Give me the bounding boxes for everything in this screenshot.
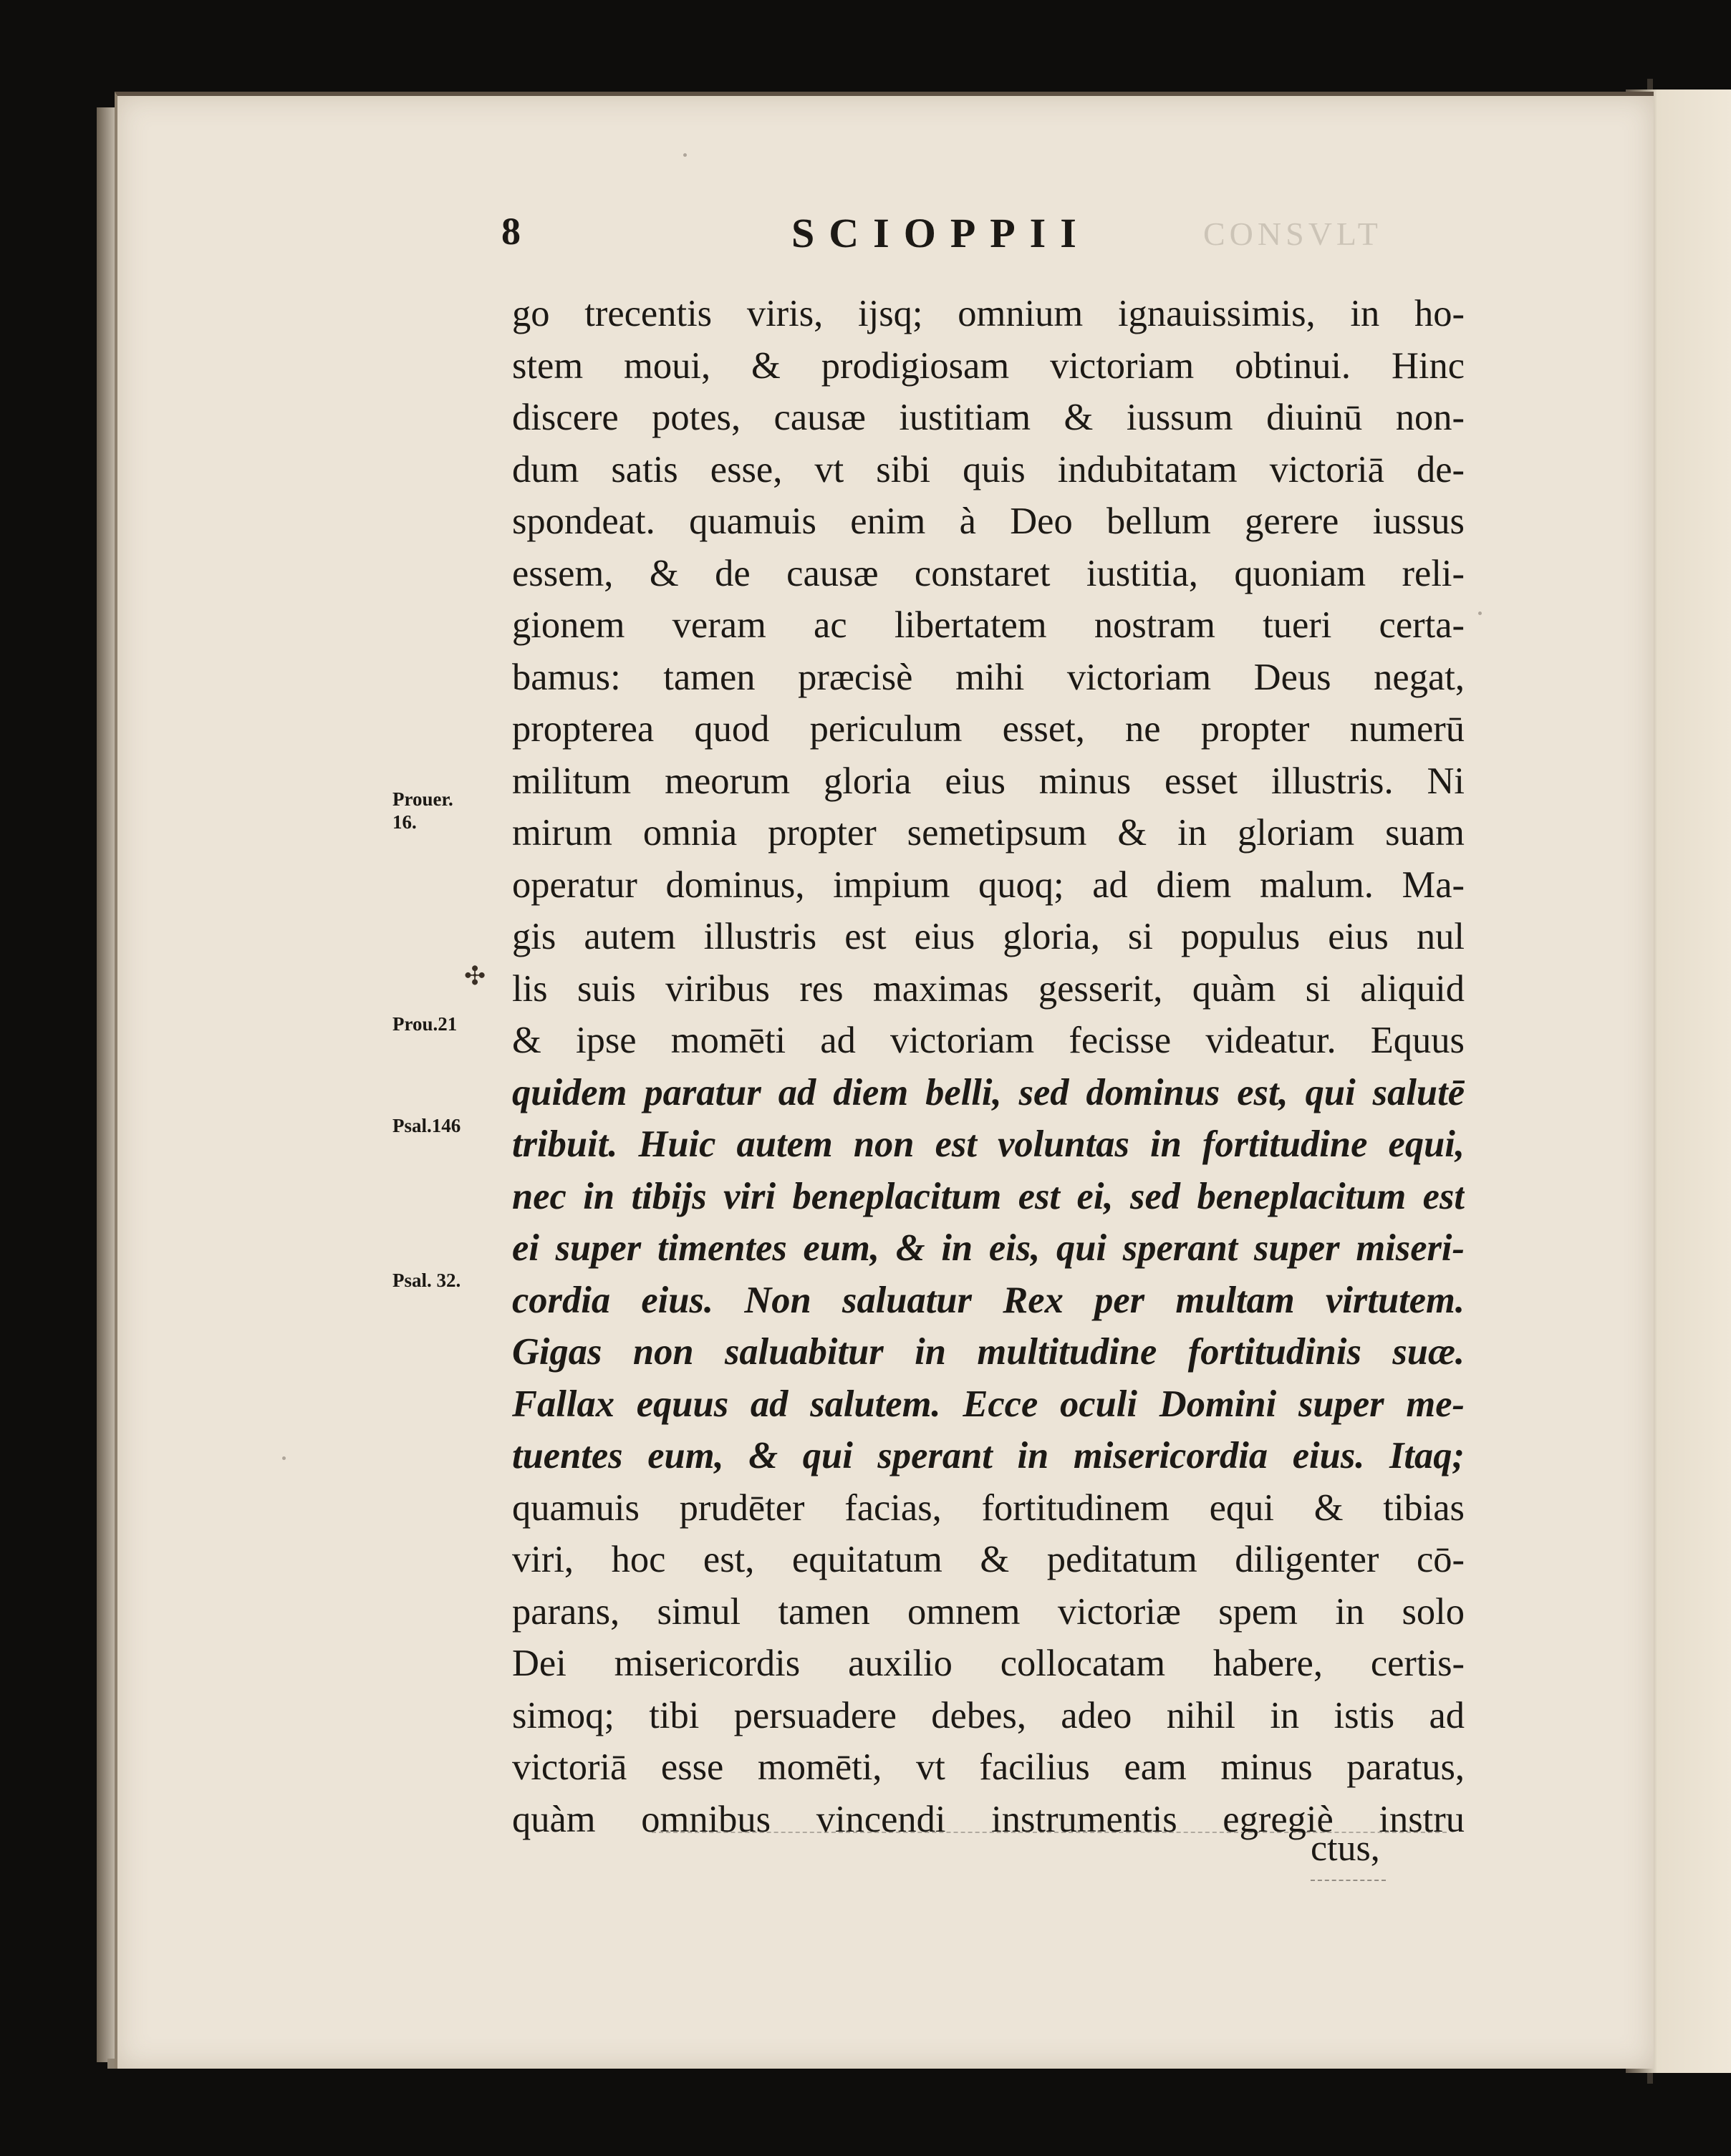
text-line: spondeat. quamuis enim à Deo bellum gerere iussus (512, 501, 1465, 542)
text-line: lis suis viribus res maximas gesserit, quàm si aliquid (512, 967, 1465, 1010)
text-line: operatur dominus, impium quoq; ad diem malum. Ma- (512, 864, 1465, 906)
text-line: propterea quod periculum esset, ne propter numerū (512, 708, 1465, 750)
text-line: stem moui, & prodigiosam victoriam obtinui. Hinc (512, 344, 1465, 387)
text-line: parans, simul tamen omnem victoriæ spem in solo (512, 1590, 1465, 1633)
text-line-italic: cordia eius. Non saluatur Rex per multam virtutem. (512, 1279, 1465, 1321)
text-line: victoriā esse momēti, vt facilius eam minus paratus, (512, 1746, 1465, 1788)
text-line-italic: Gigas non saluabitur in multitudine fortitudinis suæ. (512, 1331, 1465, 1373)
text-line: quàm omnibus vincendi instrumentis egregiè instru (512, 1798, 1465, 1840)
text-line-italic: ei super timentes eum, & in eis, qui sperant super miseri- (512, 1227, 1465, 1269)
catchword: ctus, (1311, 1828, 1380, 1869)
text-line: essem, & de causæ constaret iustitia, quoniam reli- (512, 552, 1465, 594)
text-line-italic: Fallax equus ad salutem. Ecce oculi Domini super me- (512, 1383, 1465, 1425)
text-line: go trecentis viris, ijsq; omnium ignauissimis, in ho- (512, 293, 1465, 334)
catchword-rule (1311, 1880, 1386, 1881)
fleuron-ornament: ✣ (464, 962, 486, 990)
text-line: & ipse momēti ad victoriam fecisse videatur. Equus (512, 1020, 1465, 1061)
body-text (512, 288, 1465, 1845)
text-line: discere potes, causæ iustitiam & iussum diuinū non- (512, 397, 1465, 438)
running-head (501, 209, 1382, 266)
text-line: militum meorum gloria eius minus esset illustris. Ni (512, 760, 1465, 802)
running-title: SCIOPPII (791, 210, 1091, 256)
text-line: Dei misericordis auxilio collocatam habere, certis- (512, 1643, 1465, 1684)
text-line: dum satis esse, vt sibi quis indubitatam victoriā de- (512, 448, 1465, 490)
text-line: gionem veram ac libertatem nostram tueri certa- (512, 604, 1465, 646)
paper-speck (683, 153, 687, 157)
show-through-title: CONSVLT (1203, 216, 1382, 252)
paper-speck (1478, 611, 1482, 615)
margin-note-prouerbs-16: Prouer. 16. (392, 788, 453, 833)
text-line: gis autem illustris est eius gloria, si populus eius nul (512, 916, 1465, 957)
text-line: viri, hoc est, equitatum & peditatum diligenter cō- (512, 1539, 1465, 1580)
paper-speck (282, 1456, 286, 1460)
text-line-italic: tuentes eum, & qui sperant in misericordia eius. Itaq; (512, 1435, 1465, 1476)
margin-note-prouerbs-21: Prou.21 (392, 1013, 458, 1035)
text-line: quamuis prudēter facias, fortitudinem equi & tibias (512, 1487, 1465, 1529)
text-line-italic: nec in tibijs viri beneplacitum est ei, sed beneplacitum est (512, 1175, 1465, 1217)
page-number: 8 (501, 210, 521, 253)
text-line: simoq; tibi persuadere debes, adeo nihil in istis ad (512, 1694, 1465, 1736)
text-line: bamus: tamen præcisè mihi victoriam Deus negat, (512, 656, 1465, 698)
text-line-italic: quidem paratur ad diem belli, sed dominus est, qui salutē (512, 1071, 1465, 1113)
text-line-italic: tribuit. Huic autem non est voluntas in fortitudine equi, (512, 1123, 1465, 1165)
margin-note-psalm-146: Psal.146 (392, 1115, 461, 1136)
text-line: mirum omnia propter semetipsum & in gloriam suam (512, 812, 1465, 854)
margin-note-psalm-32: Psal. 32. (392, 1270, 461, 1291)
